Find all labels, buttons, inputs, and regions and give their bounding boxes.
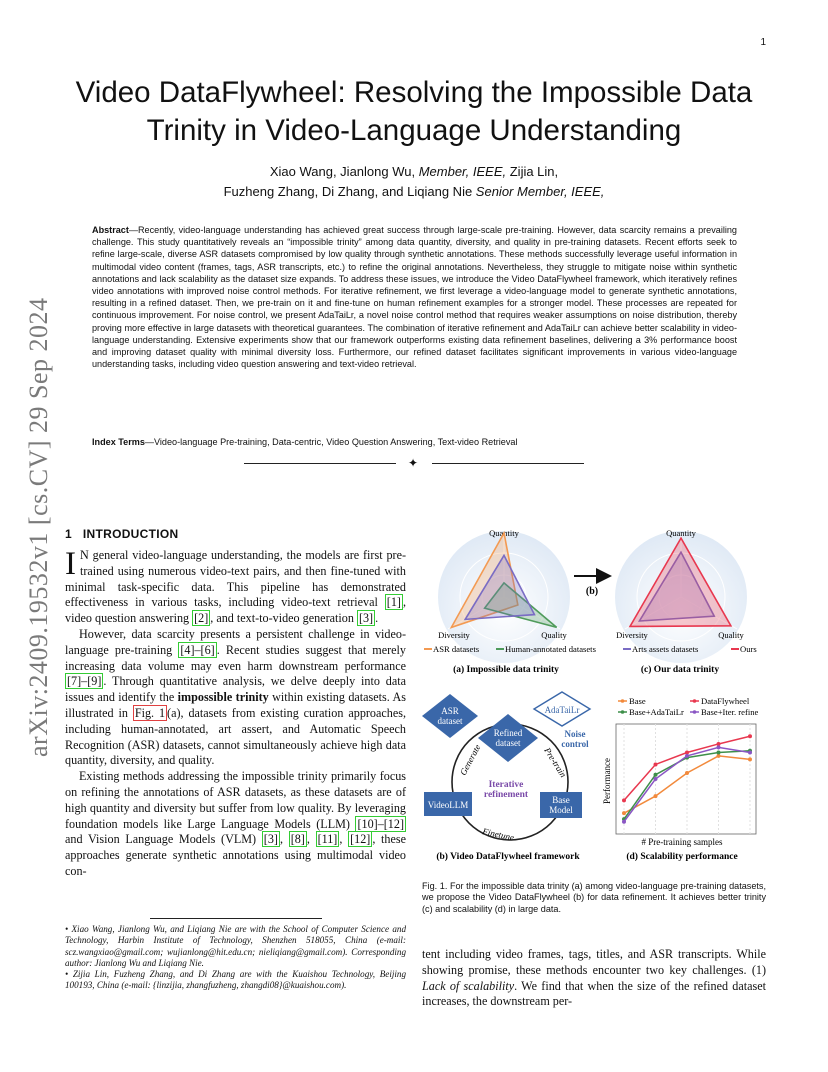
subcaption-c: (c) Our data trinity [640, 665, 720, 675]
subcaption-b: (b) Video DataFlywheel framework [436, 852, 580, 862]
data-point [717, 751, 721, 755]
data-point [654, 773, 658, 777]
data-point [717, 742, 721, 746]
footnote-affiliation-2: • Zijia Lin, Fuzheng Zhang, and Di Zhang are with the Kuaishou Technology, Beijing 100193, China (e-mail: {linzijia, zhangfuzheng, zhangdi08}@kuaishou.com). [65, 969, 406, 991]
separator-diamond-icon: ✦ [408, 456, 419, 470]
figure-link[interactable]: Fig. 1 [134, 705, 166, 720]
legend-marker [693, 699, 697, 703]
data-point [685, 754, 689, 758]
svg-text:Refined: Refined [493, 728, 523, 738]
radar-a-label-quality: Quality [541, 630, 567, 640]
svg-text:Generate: Generate [457, 742, 483, 777]
arxiv-identifier-text: arXiv:2409.19532v1 [cs.CV] 29 Sep 2024 [24, 297, 53, 757]
abstract-label: Abstract [92, 225, 129, 235]
data-point [622, 820, 626, 824]
data-point [654, 794, 658, 798]
footnote [65, 924, 406, 992]
svg-text:refinement: refinement [483, 790, 529, 800]
data-point [748, 751, 752, 755]
citation-link[interactable]: [1] [386, 595, 401, 610]
svg-text:Base: Base [552, 795, 570, 805]
citation-link[interactable]: [3] [358, 611, 374, 626]
figure-1 [420, 524, 766, 874]
data-point [748, 734, 752, 738]
radar-c-label-diversity: Diversity [616, 630, 648, 640]
chart-series-group [622, 734, 752, 823]
data-point [717, 754, 721, 758]
radar-chart-a [438, 528, 570, 663]
data-point [748, 757, 752, 761]
chart-ylabel: Performance [602, 758, 612, 804]
citation-link[interactable]: [2] [194, 611, 209, 626]
paragraph-2: However, data scarcity presents a persistent challenge in video-language pre-training [4]–[6] . Recent studies suggest that merely increasing data volume may even harm downstream performance [7]–[9] . Through quantitative analysis, we delve deeply into data issues and identify the impossible trinity within existing datasets. As illustrated in Fig. 1 (a), datasets from existing curation approaches, including human-annotated, art assert, and Automatic Speech Recognition (ASR) datasets, cannot simultaneously achieve high data quantity, diversity, and quality. [65, 626, 406, 768]
data-point [685, 751, 689, 755]
subcaption-a: (a) Impossible data trinity [453, 665, 559, 675]
citation-link[interactable]: [10]–[12] [357, 816, 404, 831]
citation-link[interactable]: [8] [290, 832, 305, 847]
paragraph-3: Existing methods addressing the impossible trinity primarily focus on refining the annotations of ASR datasets, as these datasets are of high quantity and diversity but suffer from low quality. By leveraging foundation models like Large Language Models (LLM) [10]–[12] and Vision Language Models (VLM) [3] , [8] , [11] , [12] , these approaches generate synthetic annotations using multimodal video con- [65, 769, 407, 878]
legend-marker [621, 699, 625, 703]
body-left-column [65, 548, 406, 880]
legend-arts: Arts assets datasets [632, 644, 699, 654]
scalability-chart [602, 696, 759, 847]
dropcap: I [65, 546, 76, 582]
data-point [622, 798, 626, 802]
abstract-text: —Recently, video-language understanding has achieved great success through large-scale pre-training. However, data scarcity remains a prevailing challenge. This study quantitatively reveals an “impossible trinity” among data quantity, diversity, and quality in pre-training datasets. Recent efforts seek to refine large-scale, diverse ASR datasets compromised by low quality through synthetic annotations. These methods successfully leverage useful information in multimodal video content (frames, tags, ASR transcripts, etc.) to refine the original annotations. Nevertheless, they struggle to mitigate noise within synthetic annotations and lack scalability as the dataset size expands. To address these issues, we introduce the Video DataFlywheel framework, which iteratively refines video annotations with improved noise control methods. For iterative refinement, we first leverage a video-language model to generate synthetic annotations, resulting in a refined dataset. Then, we pre-train on it and fine-tune on human refinement examples for a stronger model. These processes are repeated for continuous improvement. For noise control, we present AdaTaiLr, a novel noise control method that requires weaker assumptions on noise distribution, thereby proving more effective in large datasets with theoretical guarantees. The combination of iterative refinement and AdaTaiLr can achieve better scalability in video-language understanding. Extensive experiments show that our framework outperforms existing data refinement baselines, delivering a 3% performance boost and improving dataset quality with minimal diversity loss. Furthermore, our refined dataset facilitates significant improvements in various video-language understanding tasks, including video question answering and text-video retrieval. [92, 225, 737, 370]
index-terms [92, 436, 737, 448]
svg-text:Model: Model [549, 805, 573, 815]
svg-text:dataset: dataset [495, 738, 521, 748]
paper-title: Video DataFlywheel: Resolving the Impossible Data Trinity in Video-Language Understanding [75, 76, 753, 147]
citation-link[interactable]: [4]–[6] [180, 642, 215, 657]
legend-human: Human-annotated datasets [505, 644, 596, 654]
section-heading: 1 INTRODUCTION [65, 527, 179, 541]
radar-chart-c [615, 528, 747, 663]
legend-label: Base+AdaTaiLr [629, 707, 684, 717]
svg-text:control: control [561, 739, 589, 749]
legend-label: Base [629, 696, 646, 706]
index-terms-text: —Video-language Pre-training, Data-centric, Video Question Answering, Text-video Retrieval [144, 437, 518, 447]
svg-text:Finetune: Finetune [481, 826, 515, 843]
svg-text:VideoLLM: VideoLLM [427, 800, 469, 810]
figure-caption: Fig. 1. For the impossible data trinity (a) among video-language pre-training datasets, we propose the Video DataFlywheel (b) for data refinement. It achieves better trinity (c) and scalability (d) in large data. [422, 881, 766, 914]
svg-text:Iterative: Iterative [488, 780, 524, 790]
footnote-affiliation-1: • Xiao Wang, Jianlong Wu, and Liqiang Nie are with the School of Computer Science and Technology, Harbin Institute of Technology, Shenzhen 518055, China (e-mail: scz.wangxiao@gmail.com; wujianlong@hit.edu.cn; nieliqiang@gmail.com). Corresponding author: Jianlong Wu and Liqiang Nie. [65, 924, 406, 968]
radar-c-label-quality: Quality [718, 630, 744, 640]
legend-label: Base+Iter. refine [701, 707, 759, 717]
legend-marker [693, 710, 697, 714]
svg-text:AdaTaiLr: AdaTaiLr [544, 705, 580, 715]
abstract [92, 224, 737, 370]
svg-text:Pre-train: Pre-train [542, 745, 569, 780]
citation-link[interactable]: [7]–[9] [67, 674, 102, 689]
chart-xlabel: # Pre-training samples [641, 837, 723, 847]
citation-link[interactable]: [3] [263, 832, 278, 847]
svg-text:ASR: ASR [441, 706, 459, 716]
svg-text:dataset: dataset [437, 716, 463, 726]
author-line-1: Xiao Wang, Jianlong Wu, Member, IEEE, Zijia Lin, [269, 164, 559, 179]
citation-link[interactable]: [12] [350, 832, 371, 847]
radar-a-label-quantity: Quantity [489, 528, 519, 538]
svg-text:Noise: Noise [564, 729, 586, 739]
legend-asr: ASR datasets [433, 644, 480, 654]
data-point [654, 777, 658, 781]
author-list [60, 162, 768, 202]
arrow-label: (b) [585, 586, 599, 597]
data-point [717, 745, 721, 749]
data-point [685, 771, 689, 775]
radar-c-label-quantity: Quantity [666, 528, 696, 538]
figure-1-graphic [420, 524, 766, 874]
paragraph-1: I N general video-language understanding, the models are first pre-trained using numerous video-text pairs, and then fine-tuned with minimal task-specific data. This pipeline has demonstrated effectiveness in various tasks, including video-text retrieval [1] , video question answering [2] , and text-to-video generation [3] . [65, 546, 406, 626]
subcaption-d: (d) Scalability performance [626, 852, 738, 862]
citation-link[interactable]: [11] [317, 832, 338, 847]
footnote-rule [150, 918, 322, 919]
body-right-column: tent including video frames, tags, titles, and ASR transcripts. While showing promise, these methods encounter two key challenges. (1) Lack of scalability. We find that when the size of the refined dataset increases, the downstream per- [422, 947, 766, 1009]
author-line-2: Fuzheng Zhang, Di Zhang, and Liqiang Nie Senior Member, IEEE, [223, 184, 605, 199]
page-number: 1 [760, 37, 766, 48]
separator-line-right [432, 463, 584, 464]
data-point [622, 811, 626, 815]
section-separator [244, 457, 584, 471]
arxiv-identifier [22, 287, 62, 757]
data-point [654, 762, 658, 766]
legend-marker [621, 710, 625, 714]
legend-ours: Ours [740, 644, 757, 654]
index-terms-label: Index Terms [92, 437, 145, 447]
line-legend [618, 696, 759, 717]
flywheel-diagram [422, 692, 590, 843]
radar-a-label-diversity: Diversity [438, 630, 470, 640]
separator-line-left [244, 463, 396, 464]
legend-label: DataFlywheel [701, 696, 750, 706]
